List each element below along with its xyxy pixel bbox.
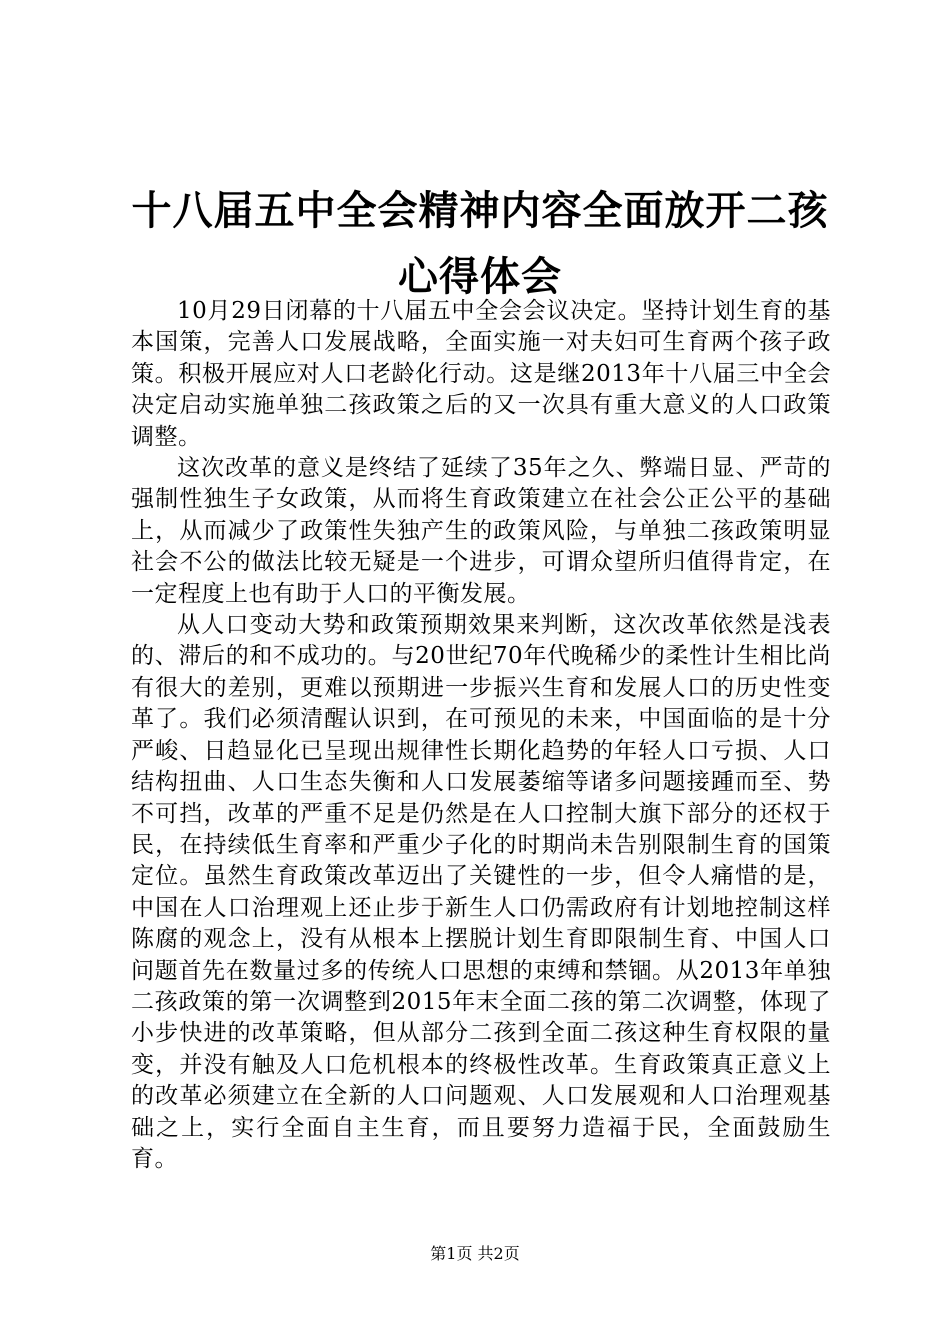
paragraph-3: 从人口变动大势和政策预期效果来判断，这次改革依然是浅表的、滞后的和不成功的。与20世纪70年代晚稀少的柔性计生相比尚有很大的差别，更难以预期进一步振兴生育和发展人口的历史性变革了。我们必须清醒认识到，在可预见的未来，中国面临的是十分严峻、日趋显化已呈现出规律性长期化趋势的年轻人口亏损、人口结构扭曲、人口生态失衡和人口发展萎缩等诸多问题接踵而至、势不可挡，改革的严重不足是仍然是在人口控制大旗下部分的还权于民，在持续低生育率和严重少子化的时期尚未告别限制生育的国策定位。虽然生育政策改革迈出了关键性的一步，但令人痛惜的是，中国在人口治理观上还止步于新生人口仍需政府有计划地控制这样陈腐的观念上，没有从根本上摆脱计划生育即限制生育、中国人口问题首先在数量过多的传统人口思想的束缚和禁锢。从2013年单独二孩政策的第一次调整到2015年末全面二孩的第二次调整，体现了小步快进的改革策略，但从部分二孩到全面二孩这种生育权限的量变，并没有触及人口危机根本的终极性改革。生育政策真正意义上的改革必须建立在全新的人口问题观、人口发展观和人口治理观基础之上，实行全面自主生育，而且要努力造福于民，全面鼓励生育。 [131,612,831,1172]
page-footer: 第1页 共2页 [430,1244,520,1263]
document-title: 十八届五中全会精神内容全面放开二孩心得体会 [131,188,829,300]
paragraph-1: 10月29日闭幕的十八届五中全会会议决定。坚持计划生育的基本国策，完善人口发展战略，全面实施一对夫妇可生育两个孩子政策。积极开展应对人口老龄化行动。这是继2013年十八届三中全会决定启动实施单独二孩政策之后的又一次具有重大意义的人口政策调整。 [131,298,831,450]
document-body [131,296,831,1175]
paragraph-2: 这次改革的意义是终结了延续了35年之久、弊端日显、严苛的强制性独生子女政策，从而将生育政策建立在社会公正公平的基础上，从而减少了政策性失独产生的政策风险，与单独二孩政策明显社会不公的做法比较无疑是一个进步，可谓众望所归值得肯定，在一定程度上也有助于人口的平衡发展。 [131,455,831,607]
